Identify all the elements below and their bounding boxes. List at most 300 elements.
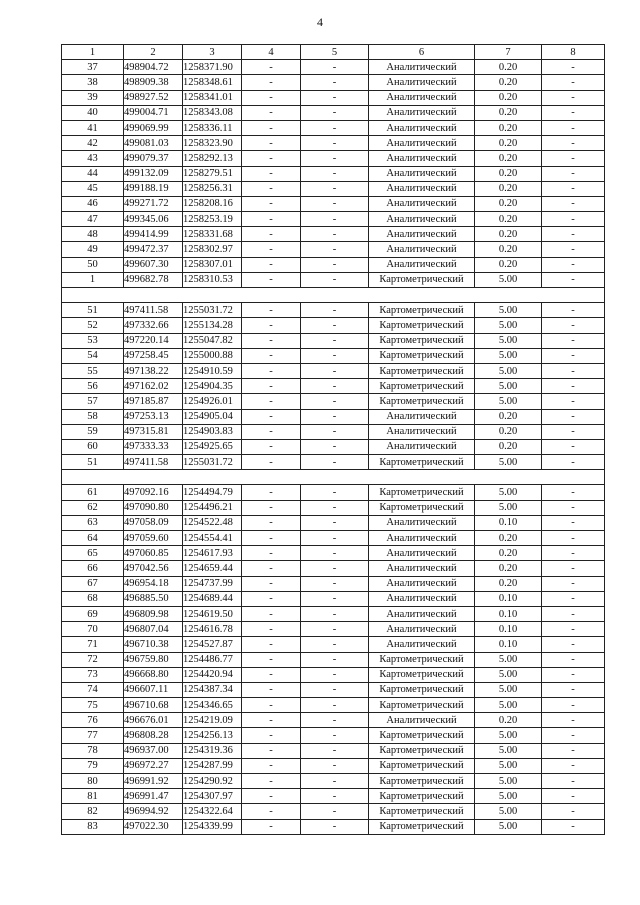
table-cell: 1255031.72 (183, 303, 242, 318)
table-row (62, 743, 605, 758)
table-cell: - (242, 713, 301, 728)
table-cell: 498909.38 (124, 75, 183, 90)
table-cell: - (301, 637, 369, 652)
table-row (62, 637, 605, 652)
table-cell: - (542, 394, 605, 409)
table-row (62, 60, 605, 75)
table-cell: 496759.80 (124, 652, 183, 667)
table-cell: 0.20 (475, 166, 542, 181)
table-cell: - (542, 804, 605, 819)
table-row (62, 181, 605, 196)
table-cell: - (242, 257, 301, 272)
table-cell: - (542, 500, 605, 515)
table-cell: Картометрический (369, 379, 475, 394)
separator-cell (62, 470, 605, 485)
table-cell: 497411.58 (124, 455, 183, 470)
table-cell: 5.00 (475, 682, 542, 697)
table-cell: 56 (62, 379, 124, 394)
table-cell: - (542, 439, 605, 454)
table-cell: 0.20 (475, 120, 542, 135)
table-cell: 51 (62, 455, 124, 470)
table-cell: 1254494.79 (183, 485, 242, 500)
table-row (62, 363, 605, 378)
table-row (62, 136, 605, 151)
table-cell: 0.20 (475, 227, 542, 242)
table-cell: 75 (62, 698, 124, 713)
table-cell: 496668.80 (124, 667, 183, 682)
table-cell: 496676.01 (124, 713, 183, 728)
table-row (62, 758, 605, 773)
table-cell: Аналитический (369, 606, 475, 621)
table-cell: 5.00 (475, 379, 542, 394)
table-cell: 499607.30 (124, 257, 183, 272)
table-cell: 5.00 (475, 318, 542, 333)
table-cell: 0.20 (475, 90, 542, 105)
table-cell: 52 (62, 318, 124, 333)
table-cell: 1258208.16 (183, 196, 242, 211)
table-cell: 0.10 (475, 622, 542, 637)
table-cell: Картометрический (369, 485, 475, 500)
table-cell: 497138.22 (124, 363, 183, 378)
table-cell: 1258307.01 (183, 257, 242, 272)
separator-row (62, 288, 605, 303)
table-row (62, 439, 605, 454)
table-cell: - (542, 546, 605, 561)
table-cell: - (242, 379, 301, 394)
table-cell: - (301, 181, 369, 196)
table-cell: - (301, 136, 369, 151)
table-cell: 65 (62, 546, 124, 561)
table-cell: - (242, 758, 301, 773)
table-cell: - (542, 455, 605, 470)
table-cell: 496991.47 (124, 789, 183, 804)
table-cell: 74 (62, 682, 124, 697)
table-row (62, 713, 605, 728)
table-cell: - (242, 698, 301, 713)
table-cell: 72 (62, 652, 124, 667)
table-cell: - (301, 667, 369, 682)
table-cell: - (242, 105, 301, 120)
table-cell: - (542, 606, 605, 621)
table-cell: 499271.72 (124, 196, 183, 211)
table-cell: 1254659.44 (183, 561, 242, 576)
table-cell: 1258302.97 (183, 242, 242, 257)
table-cell: 0.20 (475, 576, 542, 591)
table-cell: - (301, 485, 369, 500)
table-cell: 496809.98 (124, 606, 183, 621)
table-cell: 55 (62, 363, 124, 378)
table-cell: 5.00 (475, 363, 542, 378)
table-row (62, 561, 605, 576)
table-cell: - (301, 242, 369, 257)
table-cell: 58 (62, 409, 124, 424)
table-cell: 499188.19 (124, 181, 183, 196)
table-cell: 63 (62, 515, 124, 530)
table-cell: Картометрический (369, 743, 475, 758)
table-row (62, 333, 605, 348)
table-cell: Картометрический (369, 303, 475, 318)
table-cell: - (301, 743, 369, 758)
table-cell: - (542, 90, 605, 105)
table-cell: - (542, 105, 605, 120)
table-cell: 1254387.34 (183, 682, 242, 697)
table-row (62, 120, 605, 135)
table-row (62, 272, 605, 287)
table-cell: - (242, 485, 301, 500)
table-cell: - (242, 60, 301, 75)
table-cell: - (301, 561, 369, 576)
table-cell: - (542, 348, 605, 363)
table-row (62, 455, 605, 470)
table-row (62, 166, 605, 181)
table-cell: 1258336.11 (183, 120, 242, 135)
table-cell: 496807.04 (124, 622, 183, 637)
table-cell: 497258.45 (124, 348, 183, 363)
table-cell: 5.00 (475, 272, 542, 287)
table-cell: Картометрический (369, 394, 475, 409)
table-cell: 497333.33 (124, 439, 183, 454)
table-row (62, 75, 605, 90)
table-cell: 496994.92 (124, 804, 183, 819)
table-row (62, 303, 605, 318)
table-cell: 0.10 (475, 591, 542, 606)
table-cell: 496991.92 (124, 774, 183, 789)
table-cell: - (242, 75, 301, 90)
table-cell: - (242, 318, 301, 333)
table-cell: Картометрический (369, 758, 475, 773)
table-cell: 73 (62, 667, 124, 682)
table-cell: 1254904.35 (183, 379, 242, 394)
table-cell: - (542, 713, 605, 728)
table-cell: - (301, 348, 369, 363)
table-row (62, 227, 605, 242)
table-cell: 499682.78 (124, 272, 183, 287)
table-cell: 5.00 (475, 774, 542, 789)
table-cell: 1254616.78 (183, 622, 242, 637)
table-cell: 1254290.92 (183, 774, 242, 789)
table-cell: - (542, 485, 605, 500)
table-cell: - (242, 515, 301, 530)
table-cell: - (301, 728, 369, 743)
table-cell: - (301, 379, 369, 394)
table-cell: - (301, 227, 369, 242)
table-row (62, 591, 605, 606)
table-cell: - (242, 409, 301, 424)
table-cell: - (301, 576, 369, 591)
table-cell: - (301, 166, 369, 181)
table-cell: 497220.14 (124, 333, 183, 348)
table-cell: 1258253.19 (183, 212, 242, 227)
table-cell: - (542, 363, 605, 378)
table-cell: 76 (62, 713, 124, 728)
table-cell: 39 (62, 90, 124, 105)
table-cell: 62 (62, 500, 124, 515)
table-cell: 41 (62, 120, 124, 135)
table-cell: - (301, 546, 369, 561)
table-cell: - (301, 363, 369, 378)
table-cell: 499069.99 (124, 120, 183, 135)
table-cell: Картометрический (369, 455, 475, 470)
table-cell: - (301, 515, 369, 530)
table-cell: 82 (62, 804, 124, 819)
table-cell: - (301, 318, 369, 333)
table-cell: - (542, 227, 605, 242)
table-cell: - (242, 272, 301, 287)
table-cell: 496710.68 (124, 698, 183, 713)
table-cell: - (301, 196, 369, 211)
table-cell: 498927.52 (124, 90, 183, 105)
table-cell: 1254737.99 (183, 576, 242, 591)
table-cell: - (301, 105, 369, 120)
table-cell: 0.20 (475, 257, 542, 272)
table-cell: Картометрический (369, 682, 475, 697)
table-cell: Картометрический (369, 698, 475, 713)
table-cell: - (301, 774, 369, 789)
table-cell: - (242, 531, 301, 546)
table-cell: 1254339.99 (183, 819, 242, 834)
table-cell: - (301, 424, 369, 439)
table-cell: - (301, 591, 369, 606)
table-cell: - (542, 576, 605, 591)
table-cell: 496710.38 (124, 637, 183, 652)
table-row (62, 546, 605, 561)
table-cell: - (242, 181, 301, 196)
table-cell: 497059.60 (124, 531, 183, 546)
table-cell: - (301, 819, 369, 834)
table-row (62, 485, 605, 500)
table-cell: 61 (62, 485, 124, 500)
table-cell: 50 (62, 257, 124, 272)
table-row (62, 196, 605, 211)
table-cell: 71 (62, 637, 124, 652)
table-cell: Аналитический (369, 151, 475, 166)
table-cell: 1254486.77 (183, 652, 242, 667)
column-header: 1 (62, 45, 124, 60)
column-header: 2 (124, 45, 183, 60)
table-cell: 0.20 (475, 424, 542, 439)
table-cell: 497411.58 (124, 303, 183, 318)
table-cell: - (301, 622, 369, 637)
table-row (62, 105, 605, 120)
table-cell: - (542, 272, 605, 287)
table-cell: 5.00 (475, 485, 542, 500)
table-cell: 1258348.61 (183, 75, 242, 90)
table-cell: - (542, 774, 605, 789)
table-cell: 45 (62, 181, 124, 196)
table-cell: 1254287.99 (183, 758, 242, 773)
table-cell: - (301, 439, 369, 454)
table-cell: - (542, 303, 605, 318)
table-cell: 0.20 (475, 105, 542, 120)
table-cell: 1258256.31 (183, 181, 242, 196)
table-cell: - (542, 667, 605, 682)
separator-row (62, 470, 605, 485)
table-cell: - (301, 682, 369, 697)
table-cell: - (242, 166, 301, 181)
table-cell: - (542, 728, 605, 743)
table-cell: - (242, 333, 301, 348)
table-cell: 49 (62, 242, 124, 257)
table-cell: - (542, 591, 605, 606)
table-cell: 0.20 (475, 713, 542, 728)
table-cell: - (242, 120, 301, 135)
table-cell: 1254420.94 (183, 667, 242, 682)
table-cell: - (242, 728, 301, 743)
coordinates-table (61, 44, 605, 835)
table-row (62, 348, 605, 363)
table-cell: - (301, 212, 369, 227)
table-cell: Аналитический (369, 181, 475, 196)
table-cell: - (301, 394, 369, 409)
table-cell: - (242, 363, 301, 378)
table-cell: Картометрический (369, 348, 475, 363)
table-cell: - (242, 242, 301, 257)
table-row (62, 698, 605, 713)
table-cell: Аналитический (369, 212, 475, 227)
table-cell: 0.10 (475, 515, 542, 530)
table-cell: 0.20 (475, 136, 542, 151)
table-cell: 1254307.97 (183, 789, 242, 804)
table-cell: - (542, 515, 605, 530)
table-cell: 0.20 (475, 409, 542, 424)
table-row (62, 394, 605, 409)
table-cell: Аналитический (369, 60, 475, 75)
table-cell: 42 (62, 136, 124, 151)
table-cell: - (542, 531, 605, 546)
table-cell: 499132.09 (124, 166, 183, 181)
table-row (62, 242, 605, 257)
table-cell: - (301, 60, 369, 75)
table-cell: - (301, 713, 369, 728)
table-cell: Картометрический (369, 333, 475, 348)
table-cell: 1254910.59 (183, 363, 242, 378)
table-cell: 496885.50 (124, 591, 183, 606)
table-cell: 54 (62, 348, 124, 363)
table-cell: Аналитический (369, 576, 475, 591)
table-cell: 5.00 (475, 728, 542, 743)
table-row (62, 531, 605, 546)
table-cell: 1 (62, 272, 124, 287)
table-cell: 80 (62, 774, 124, 789)
table-cell: - (542, 257, 605, 272)
table-cell: Аналитический (369, 591, 475, 606)
column-header: 4 (242, 45, 301, 60)
table-cell: Картометрический (369, 652, 475, 667)
table-cell: 1254617.93 (183, 546, 242, 561)
table-cell: - (301, 455, 369, 470)
table-cell: - (242, 303, 301, 318)
table-row (62, 212, 605, 227)
table-cell: - (242, 561, 301, 576)
table-cell: - (301, 75, 369, 90)
table-cell: Картометрический (369, 363, 475, 378)
table-cell: 38 (62, 75, 124, 90)
table-cell: - (542, 379, 605, 394)
table-cell: 1258343.08 (183, 105, 242, 120)
table-cell: - (301, 789, 369, 804)
table-cell: Картометрический (369, 774, 475, 789)
table-cell: 1258323.90 (183, 136, 242, 151)
table-cell: - (301, 500, 369, 515)
table-cell: 499472.37 (124, 242, 183, 257)
table-cell: - (242, 652, 301, 667)
table-cell: - (542, 333, 605, 348)
separator-cell (62, 288, 605, 303)
table-cell: 496607.11 (124, 682, 183, 697)
table-cell: Аналитический (369, 531, 475, 546)
table-cell: 47 (62, 212, 124, 227)
column-header: 7 (475, 45, 542, 60)
table-cell: Аналитический (369, 75, 475, 90)
table-row (62, 257, 605, 272)
table-cell: 0.20 (475, 212, 542, 227)
table-cell: 69 (62, 606, 124, 621)
table-cell: Аналитический (369, 546, 475, 561)
table-row (62, 409, 605, 424)
table-cell: - (301, 151, 369, 166)
table-cell: 5.00 (475, 819, 542, 834)
table-cell: - (242, 622, 301, 637)
table-cell: 78 (62, 743, 124, 758)
table-row (62, 667, 605, 682)
table-cell: - (242, 637, 301, 652)
table-cell: 0.10 (475, 606, 542, 621)
table-cell: Аналитический (369, 515, 475, 530)
table-cell: Картометрический (369, 318, 475, 333)
table-cell: - (242, 576, 301, 591)
table-cell: 499004.71 (124, 105, 183, 120)
table-cell: - (542, 637, 605, 652)
table-row (62, 500, 605, 515)
table-row (62, 622, 605, 637)
table-cell: 1254522.48 (183, 515, 242, 530)
table-cell: 46 (62, 196, 124, 211)
table-cell: 59 (62, 424, 124, 439)
table-cell: 499081.03 (124, 136, 183, 151)
table-cell: 44 (62, 166, 124, 181)
table-cell: - (542, 561, 605, 576)
table-cell: 496972.27 (124, 758, 183, 773)
table-cell: 60 (62, 439, 124, 454)
table-cell: - (542, 212, 605, 227)
table-cell: - (542, 136, 605, 151)
table-cell: 81 (62, 789, 124, 804)
table-cell: 0.20 (475, 242, 542, 257)
table-cell: 43 (62, 151, 124, 166)
table-cell: 0.10 (475, 637, 542, 652)
table-cell: Аналитический (369, 90, 475, 105)
table-cell: 5.00 (475, 348, 542, 363)
table-cell: - (542, 789, 605, 804)
table-cell: 0.20 (475, 561, 542, 576)
table-row (62, 515, 605, 530)
table-cell: Картометрический (369, 789, 475, 804)
table-cell: - (542, 196, 605, 211)
table-row (62, 318, 605, 333)
table-cell: Картометрический (369, 804, 475, 819)
table-cell: 1258279.51 (183, 166, 242, 181)
table-row (62, 379, 605, 394)
table-cell: 1258371.90 (183, 60, 242, 75)
table-row (62, 728, 605, 743)
table-row (62, 606, 605, 621)
table-cell: 497090.80 (124, 500, 183, 515)
table-cell: - (542, 652, 605, 667)
table-cell: Аналитический (369, 196, 475, 211)
table-cell: 5.00 (475, 698, 542, 713)
table-cell: 1255000.88 (183, 348, 242, 363)
table-cell: 0.20 (475, 546, 542, 561)
